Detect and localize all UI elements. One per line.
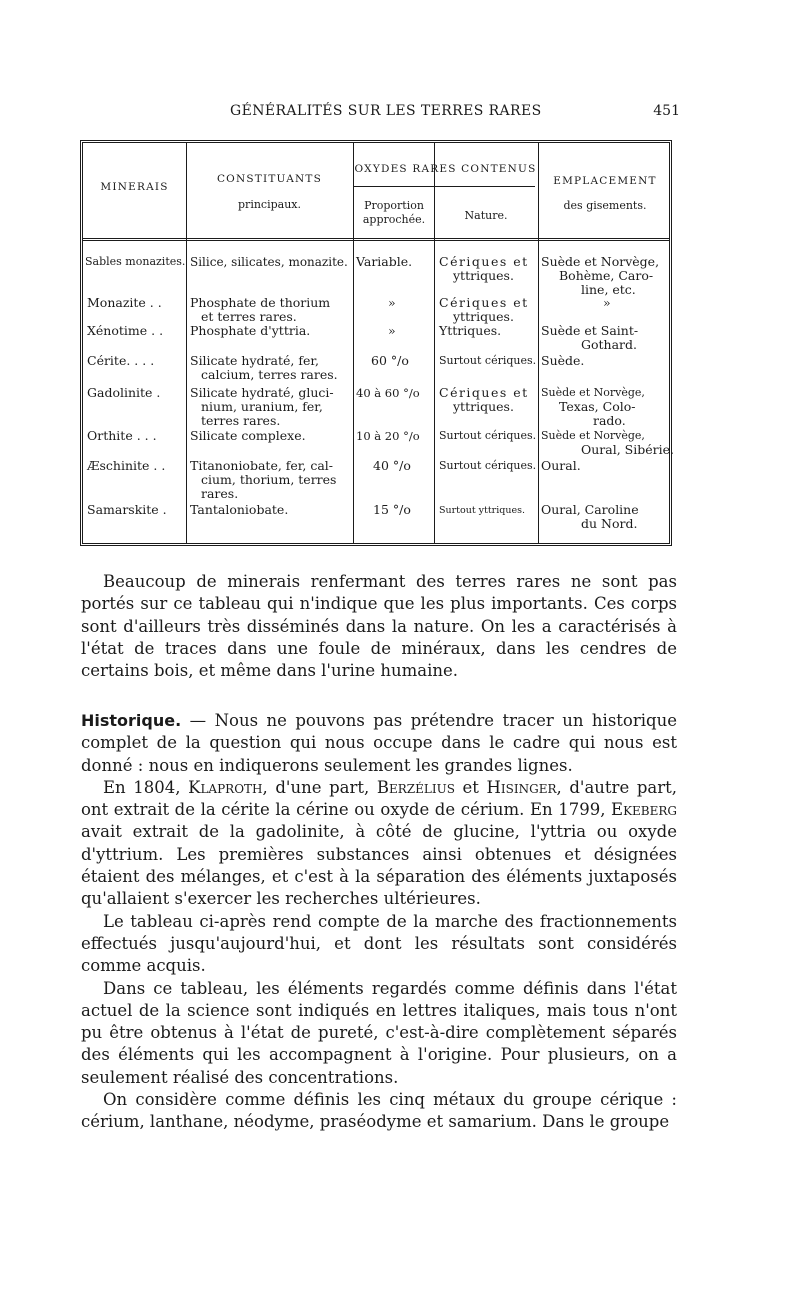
row-proportion: 40 °/o — [373, 458, 411, 473]
row-proportion: » — [388, 323, 396, 338]
row-constituants: et terres rares. — [201, 309, 297, 324]
row-nature: Cériques et — [439, 254, 529, 269]
row-emplacement: Suède et Norvège, — [541, 429, 645, 442]
row-constituants: rares. — [201, 486, 239, 501]
row-constituants: Titanoniobate, fer, cal- — [190, 458, 334, 473]
row-constituants: cium, thorium, terres — [201, 472, 337, 487]
header-rule — [83, 238, 669, 239]
row-proportion: 60 °/o — [371, 353, 409, 368]
row-constituants: Phosphate d'yttria. — [190, 323, 311, 338]
row-nature: yttriques. — [453, 399, 514, 414]
row-constituants: terres rares. — [201, 413, 281, 428]
row-emplacement: du Nord. — [581, 516, 638, 531]
header-subdivider — [353, 186, 535, 187]
row-proportion: 15 °/o — [373, 502, 411, 517]
row-nature: Surtout cériques. — [439, 459, 537, 472]
row-emplacement: Suède et Norvège, — [541, 386, 645, 399]
paragraph — [81, 777, 677, 911]
row-proportion: » — [388, 295, 396, 310]
column-divider — [353, 143, 354, 543]
row-nature: yttriques. — [453, 268, 514, 283]
row-emplacement: Suède et Norvège, — [541, 254, 660, 269]
running-head — [80, 103, 680, 125]
row-proportion: 10 à 20 °/o — [356, 429, 420, 443]
paragraph-historique — [81, 710, 677, 777]
row-mineral: Samarskite . — [87, 502, 167, 517]
paragraph-text: et — [454, 777, 487, 797]
row-proportion: 40 à 60 °/o — [356, 386, 420, 400]
row-emplacement: Suède et Saint- — [541, 323, 639, 338]
row-emplacement: Oural, Sibérie. — [581, 442, 674, 457]
row-nature: Surtout yttriques. — [439, 505, 525, 516]
paragraph-text: avait extrait de la gadolinite, à côté de glucine, l'yttria ou oxyde d'yttrium. Les premières substances ainsi obtenues et désignées étaient des mélanges, et c'est à la séparation des éléments juxtaposés qu'allaient s'exercer les recherches ultérieures. — [81, 822, 677, 909]
author-name: Ekeberg — [611, 800, 677, 820]
row-emplacement: » — [603, 295, 611, 310]
row-emplacement: rado. — [593, 413, 626, 428]
row-constituants: Tantaloniobate. — [190, 502, 289, 517]
row-constituants: Silicate hydraté, fer, — [190, 353, 319, 368]
row-nature: Surtout cériques. — [439, 354, 537, 367]
row-emplacement: line, etc. — [581, 282, 636, 297]
paragraph-text: , d'une part, — [262, 777, 377, 797]
row-mineral: Æschinite . . — [87, 458, 166, 473]
row-mineral: Sables monazites. — [85, 255, 186, 268]
body-text-historique — [81, 710, 677, 1134]
row-mineral: Orthite . . . — [87, 428, 157, 443]
paragraph-text: , d'autre part, ont extrait de la cérite la cérine ou oxyde de cérium. En 1799, — [81, 777, 677, 820]
row-emplacement: Oural. — [541, 458, 581, 473]
paragraph: On considère comme définis les cinq métaux du groupe cérique : cérium, lanthane, néodyme, praséodyme et samarium. Dans le groupe — [81, 1090, 677, 1132]
row-constituants: Silice, silicates, monazite. — [190, 255, 348, 269]
row-nature: Yttriques. — [439, 323, 502, 338]
minerals-table — [80, 140, 672, 546]
row-constituants: calcium, terres rares. — [201, 367, 338, 382]
row-nature: Cériques et — [439, 295, 529, 310]
paragraph-text: — Nous ne pouvons pas prétendre tracer un historique complet de la question qui nous occupe dans le cadre qui nous est donné : nous en indiquerons seulement les grandes lignes. — [81, 711, 677, 775]
row-emplacement: Gothard. — [581, 337, 637, 352]
row-mineral: Monazite . . — [87, 295, 162, 310]
row-mineral: Gadolinite . — [87, 385, 161, 400]
row-constituants: Phosphate de thorium — [190, 295, 331, 310]
row-mineral: Xénotime . . — [87, 323, 164, 338]
row-nature: yttriques. — [453, 309, 514, 324]
row-nature: Cériques et — [439, 385, 529, 400]
row-mineral: Cérite. . . . — [87, 353, 155, 368]
row-constituants: Silicate hydraté, gluci- — [190, 385, 334, 400]
header-constituants-sub: principaux. — [238, 198, 301, 211]
row-emplacement: Suède. — [541, 353, 585, 368]
header-nature: Nature. — [464, 209, 508, 222]
header-proportion: Proportion approchée. — [362, 199, 426, 227]
row-proportion: Variable. — [356, 254, 413, 269]
row-constituants: Silicate complexe. — [190, 428, 306, 443]
paragraph: Dans ce tableau, les éléments regardés comme définis dans l'état actuel de la science sont indiqués en lettres italiques, mais tous n'ont pu être obtenus à l'état de pureté, c'est-à-dire complètement séparés des éléments qui les accompagnent à l'origine. Pour plusieurs, on a seulement réalisé des concentrations. — [81, 978, 677, 1087]
header-emplacement: EMPLACEMENT — [553, 175, 657, 187]
author-name: Hisinger — [486, 777, 557, 797]
row-constituants: nium, uranium, fer, — [201, 399, 323, 414]
row-nature: Surtout cériques. — [439, 429, 537, 442]
column-divider — [434, 143, 435, 543]
header-rule — [83, 240, 669, 241]
paragraph: Le tableau ci-après rend compte de la marche des fractionnements effectués jusqu'aujourd'hui, et dont les résultats sont considérés comme acquis. — [81, 911, 677, 976]
page-number: 451 — [653, 103, 680, 119]
historique-heading: Historique. — [81, 711, 182, 730]
header-constituants: CONSTITUANTS — [216, 173, 323, 185]
body-text — [81, 571, 677, 682]
row-emplacement: Oural, Caroline — [541, 502, 639, 517]
row-emplacement: Bohème, Caro- — [559, 268, 654, 283]
header-minerais: MINERAIS — [100, 181, 169, 193]
author-name: Berzélius — [376, 777, 455, 797]
header-emplacement-sub: des gisements. — [563, 199, 647, 212]
paragraph: Beaucoup de minerais renfermant des terres rares ne sont pas portés sur ce tableau qui n'indique que les plus importants. Ces corps sont d'ailleurs très disséminés dans la nature. On les a caractérisés à l'état de traces dans une foule de minéraux, dans les cendres de certains bois, et même dans l'urine humaine. — [81, 572, 677, 681]
row-emplacement: Texas, Colo- — [559, 399, 636, 414]
author-name: Klaproth — [188, 777, 263, 797]
paragraph-text: En 1804, — [103, 777, 189, 797]
header-oxydes: OXYDES RARES CONTENUS — [354, 163, 537, 175]
running-title: GÉNÉRALITÉS SUR LES TERRES RARES — [230, 103, 542, 119]
